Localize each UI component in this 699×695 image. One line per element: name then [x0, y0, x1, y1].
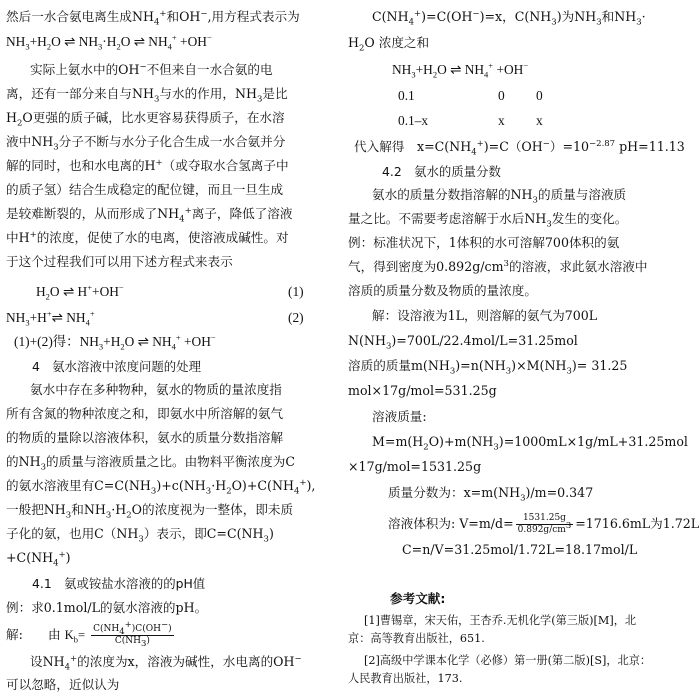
- equation-number: (2): [288, 310, 304, 325]
- text-line: 所有含氮的物种浓度之和，即氨水中所溶解的氨气: [6, 406, 284, 421]
- table-cell: 0.1–x: [398, 113, 429, 128]
- equation-number: (1): [288, 284, 304, 299]
- reference-item: 人民教育出版社，173.: [348, 672, 463, 685]
- kb-fraction: $\frac{C(NH_4^+)C(OH^-)}{C(NH_3)}$: [93, 620, 172, 649]
- table-cell: 0: [536, 88, 543, 103]
- text-line: 例：求0.1mol/L的氨水溶液的pH。: [6, 600, 208, 615]
- table-cell: x: [536, 113, 543, 128]
- reference-item: [2]高级中学课本化学（必修）第一册(第二版)[S]，北京：: [364, 654, 652, 667]
- equation-sum: (1)+(2)得：$NH_3+H_2O$ ⇌ $NH_4^+ +OH^-$: [14, 332, 216, 352]
- text-line: $+C(NH_4^+)$: [6, 549, 71, 569]
- references-heading: 参考文献:: [390, 591, 446, 606]
- subsection-heading: 4.1 氨或铵盐水溶液的的pH值: [32, 576, 206, 591]
- text-line: 代入解得 $x=C(NH_4^+)=C(OH^-)=10^{-2.87}$ pH=11.13: [354, 138, 685, 158]
- text-line: 例：标准状况下，1体积的水可溶解700体积的氨: [348, 235, 620, 250]
- text-line: 可以忽略，近似认为: [6, 677, 120, 692]
- subsection-heading: 4.2 氨水的质量分数: [382, 164, 501, 179]
- text-line: 质量分数为：$x=m(NH_3)/m=0.347$: [388, 485, 594, 504]
- text-line: 解: 由 $K_b=$ $\frac{C(NH_4^+)C(OH^-)}{C(NH_3)}$: [6, 620, 172, 649]
- text-line: 中H+的浓度，促使了水的电离，使溶液成碱性。对: [6, 229, 289, 245]
- table-cell: x: [498, 113, 505, 128]
- text-line: $C(NH_4^+)=C(OH^-)=x$，$C(NH_3)$为$NH_3$和$NH_3\cdot$: [372, 8, 646, 28]
- text-line: 液中$NH_3$分子不断与水分子化合生成一水合氨并分: [6, 134, 286, 153]
- text-line: mol×17g/mol=531.25g: [348, 383, 497, 398]
- table-cell: 0: [498, 88, 505, 103]
- text-line: 于这个过程我们可以用下述方程式来表示: [6, 254, 233, 269]
- text-line: 的氨水溶液里有$C=C(NH_3)+c(NH_3\cdot H_2O)+C(NH_4^+)$,: [6, 477, 316, 497]
- section-heading: 4 氨水溶液中浓度问题的处理: [32, 359, 201, 374]
- equation-line: $NH_3+H_2O$ ⇌ $NH_3\cdot H_2O$ ⇌ $NH_4^+ +OH^-$: [6, 32, 212, 52]
- text-line: C=n/V=31.25mol/1.72L=18.17mol/L: [402, 542, 638, 557]
- text-line: 解：设溶液为1L，则溶解的氨气为700L: [372, 308, 598, 323]
- text-line: 解的同时，也和水电离的H+（或夺取水合氢离子中: [6, 157, 289, 173]
- text-line: $H_2O$更强的质子碱，比水更容易获得质子，在水溶: [6, 110, 285, 129]
- text-line: 是较难断裂的，从而形成了$NH_4^+$离子，降低了溶液: [6, 205, 293, 225]
- volume-fraction: $\frac{1531.25g}{0.892g/cm^3}$: [517, 513, 572, 535]
- text-line: 的$NH_3$的质量与溶液质量之比。由物料平衡浓度为C: [6, 454, 295, 473]
- text-line: 氨水中存在多种物种，氨水的物质的量浓度指: [30, 382, 282, 397]
- text-line: 氨水的质量分数指溶解的$NH_3$的质量与溶液质: [372, 187, 627, 206]
- text-line: 设$NH_4^+$的浓度为x，溶液为碱性，水电离的OH−: [30, 653, 302, 673]
- text-line: $H_2O$ 浓度之和: [348, 35, 430, 54]
- text-line: $N(NH_3)=700L/22.4mol/L=31.25mol$: [348, 333, 578, 352]
- text-line: ×17g/mol=1531.25g: [348, 459, 482, 474]
- text-line: $M=m(H_2O)+m(NH_3)=1000mL\times 1g/mL+31.25mol$: [372, 434, 688, 453]
- equation-2: $NH_3+H^+\rightleftharpoons$ $NH_4^+$: [6, 308, 95, 328]
- table-cell: 0.1: [398, 88, 415, 103]
- equation-line: $NH_3+H_2O$ ⇌ $NH_4^+ +OH^-$: [392, 60, 529, 80]
- text-line: 气，得到密度为$0.892g/cm^3$的溶液，求此氨水溶液中: [348, 258, 648, 274]
- text-line: 溶液质量:: [372, 409, 427, 424]
- text-line: 子化的氨，也用$C(NH_3)$表示，即$C=C(NH_3)$: [6, 526, 274, 545]
- text-line: 量之比。不需要考虑溶解于水后$NH_3$发生的变化。: [348, 211, 628, 230]
- text-line: 一般把$NH_3$和$NH_3\cdot H_2O$的浓度视为一整体，即未质: [6, 502, 294, 521]
- reference-item: 京：高等教育出版社，651.: [348, 632, 485, 645]
- reference-item: [1]曹锡章，宋天佑，王杏乔.无机化学(第三版)[M]，北: [364, 614, 637, 627]
- text-line: 的物质的量除以溶液体积，氨水的质量分数指溶解: [6, 430, 284, 445]
- text-line: 然后一水合氨电离生成$NH_4^+$和OH−,用方程式表示为: [6, 8, 300, 28]
- equation-1: $H_2O$ ⇌ H++OH−: [36, 282, 124, 302]
- text-line: 的质子氢）结合生成稳定的配位键，而且一旦生成: [6, 182, 284, 197]
- text-line: 离，还有一部分来自与$NH_3$与水的作用，$NH_3$是比: [6, 86, 288, 105]
- text-line: 溶液体积为: V=m/d= $\frac{1531.25g}{0.892g/cm^3}$ =1716.6mL为1.72L: [388, 513, 699, 535]
- text-line: 溶质的质量$m(NH_3)=n(NH_3)\times M(NH_3)= 31.25$: [348, 358, 628, 377]
- text-line: 实际上氨水中的OH−不但来自一水合氨的电: [30, 61, 273, 77]
- text-line: 溶质的质量分数及物质的量浓度。: [348, 283, 537, 298]
